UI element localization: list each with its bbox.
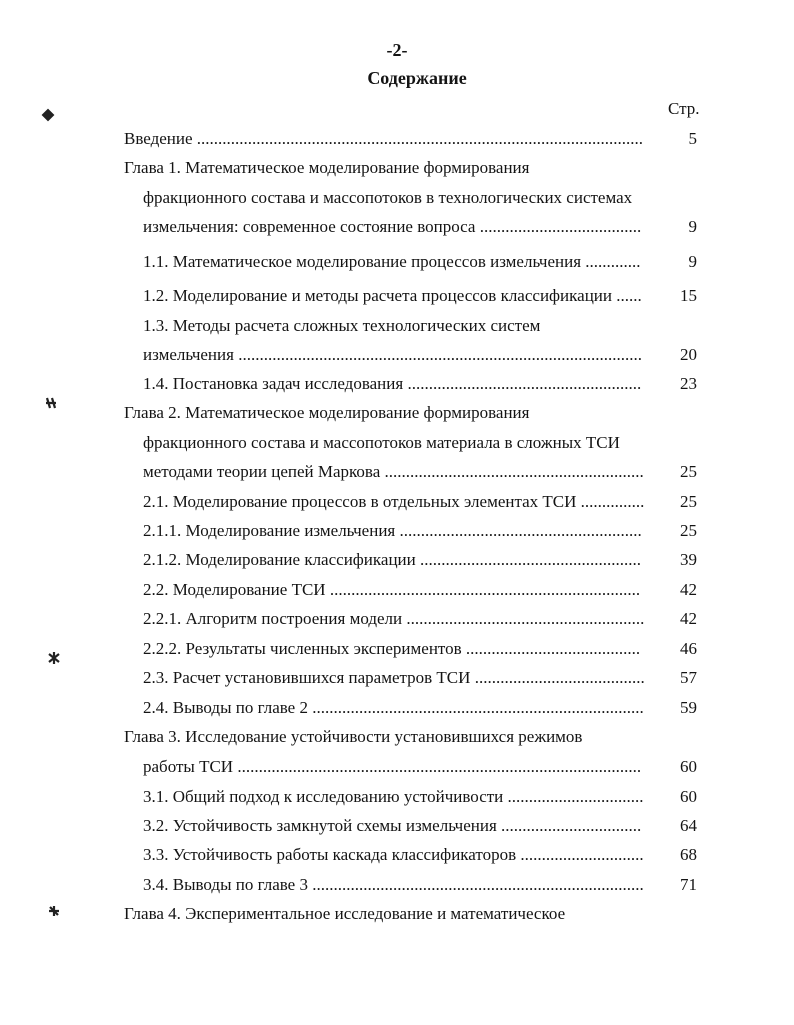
scan-mark-icon <box>47 651 61 665</box>
toc-entry-line: измельчения ............................................................................................... <box>143 345 642 364</box>
toc-page-number: 42 <box>680 580 697 599</box>
toc-entry-line: 2.1. Моделирование процессов в отдельных элементах ТСИ ............... <box>143 492 645 511</box>
toc-entry-line: фракционного состава и массопотоков материала в сложных ТСИ <box>143 433 620 452</box>
toc-entry-line: 1.2. Моделирование и методы расчета процессов классификации ...... <box>143 286 642 305</box>
toc-page-number: 71 <box>680 875 697 894</box>
toc-page-number: 64 <box>680 816 697 835</box>
toc-entry-line: Глава 4. Экспериментальное исследование и математическое <box>124 904 566 923</box>
toc-page-number: 46 <box>680 639 697 658</box>
toc-page-number: 5 <box>688 129 697 148</box>
toc-page-number: 25 <box>680 521 697 540</box>
toc-entry-line: 2.3. Расчет установившихся параметров ТСИ ........................................ <box>143 668 645 687</box>
toc-entry-line: методами теории цепей Маркова ............................................................. <box>143 462 644 481</box>
toc-entry-line: работы ТСИ ............................................................................................... <box>143 757 642 776</box>
toc-entry-line: 1.4. Постановка задач исследования ....................................................... <box>143 374 642 393</box>
toc-entry-line: 2.2.2. Результаты численных экспериментов ......................................... <box>143 639 641 658</box>
toc-entry-line: 3.2. Устойчивость замкнутой схемы измельчения ................................. <box>143 816 642 835</box>
scan-mark-icon <box>41 108 55 122</box>
toc-page-number: 15 <box>680 286 697 305</box>
toc-page-number: 59 <box>680 698 697 717</box>
toc-entry-line: Глава 3. Исследование устойчивости установившихся режимов <box>124 727 583 746</box>
page-number: -2- <box>386 40 408 60</box>
toc-page-number: 60 <box>680 757 697 776</box>
toc-page-number: 57 <box>680 668 697 687</box>
toc-entry-line: 1.1. Математическое моделирование процессов измельчения ............. <box>143 252 641 271</box>
toc-entry-line: Глава 2. Математическое моделирование формирования <box>124 403 530 422</box>
toc-page-number: 9 <box>688 252 697 271</box>
toc-entry-line: 3.1. Общий подход к исследованию устойчивости ................................ <box>143 787 644 806</box>
toc-page-number: 9 <box>688 217 697 236</box>
page-column-label: Стр. <box>668 99 700 118</box>
toc-page-number: 25 <box>680 462 697 481</box>
toc-entry-line: фракционного состава и массопотоков в технологических системах <box>143 188 633 207</box>
toc-page-number: 20 <box>680 345 697 364</box>
page-title: Содержание <box>367 68 467 88</box>
toc-entry-line: 2.1.1. Моделирование измельчения ......................................................... <box>143 521 642 540</box>
toc-page-number: 23 <box>680 374 697 393</box>
toc-entry-line: Введение ......................................................................................................... <box>124 129 644 148</box>
scan-mark-icon <box>47 904 61 918</box>
toc-entry-line: 2.4. Выводы по главе 2 .............................................................................. <box>143 698 644 717</box>
toc-entry-line: 2.2.1. Алгоритм построения модели ........................................................ <box>143 609 645 628</box>
toc-entry-line: 2.2. Моделирование ТСИ ......................................................................... <box>143 580 641 599</box>
toc-entry-line: 3.4. Выводы по главе 3 .............................................................................. <box>143 875 644 894</box>
toc-page-number: 39 <box>680 550 697 569</box>
toc-entry-line: измельчения: современное состояние вопроса ...................................... <box>143 217 642 236</box>
toc-page-number: 60 <box>680 787 697 806</box>
toc-page-number: 68 <box>680 845 697 864</box>
toc-entry-line: 2.1.2. Моделирование классификации .................................................... <box>143 550 641 569</box>
toc-entry-line: 1.3. Методы расчета сложных технологических систем <box>143 316 541 335</box>
toc-entry-line: Глава 1. Математическое моделирование формирования <box>124 158 530 177</box>
toc-page-number: 25 <box>680 492 697 511</box>
toc-entry-line: 3.3. Устойчивость работы каскада классификаторов ............................. <box>143 845 644 864</box>
toc-page-number: 42 <box>680 609 697 628</box>
scan-mark-icon <box>44 396 58 410</box>
